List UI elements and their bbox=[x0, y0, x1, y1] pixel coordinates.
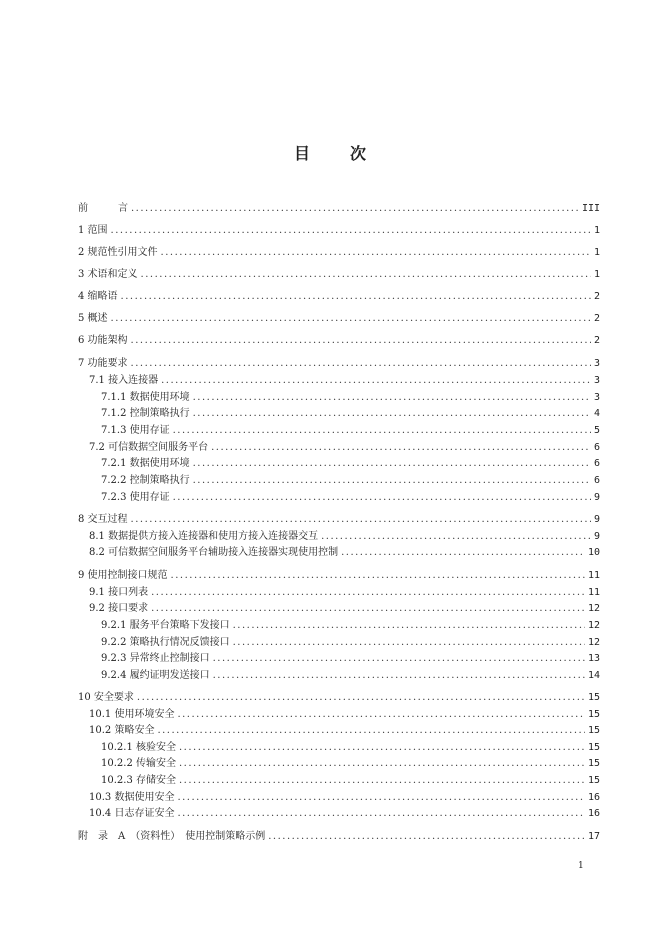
toc-entry-label: 8.2 可信数据空间服务平台辅助接入连接器实现使用控制 bbox=[89, 547, 339, 558]
toc-entry-label: 7.2.2 控制策略执行 bbox=[101, 475, 190, 486]
toc-entry-label: 9.2 接口要求 bbox=[89, 603, 149, 614]
toc-entry[interactable] bbox=[78, 289, 600, 305]
toc-leader-dots bbox=[137, 690, 585, 706]
toc-entry-page: 1 bbox=[593, 225, 600, 236]
toc-leader-dots bbox=[111, 311, 591, 327]
toc-entry-page: 17 bbox=[587, 831, 600, 842]
toc-entry-page: 12 bbox=[587, 620, 600, 631]
toc-entry[interactable] bbox=[78, 585, 600, 601]
toc-entry-label: 1 范围 bbox=[78, 225, 108, 236]
toc-entry-page: 15 bbox=[587, 742, 600, 753]
toc-entry-label: 6 功能架构 bbox=[78, 335, 128, 346]
toc-entry-label: 9.2.2 策略执行情况反馈接口 bbox=[101, 637, 230, 648]
toc-entry[interactable] bbox=[78, 601, 600, 617]
toc-entry-label: 10.3 数据使用安全 bbox=[89, 792, 175, 803]
toc-entry[interactable] bbox=[78, 512, 600, 528]
toc-leader-dots bbox=[161, 245, 591, 261]
toc-leader-dots bbox=[179, 773, 585, 789]
toc-entry-label: 3 术语和定义 bbox=[78, 269, 138, 280]
toc-entry-page: 12 bbox=[587, 637, 600, 648]
toc-entry-page: 2 bbox=[593, 291, 600, 302]
toc-entry-label: 9.1 接口列表 bbox=[89, 587, 149, 598]
toc-leader-dots bbox=[131, 201, 579, 217]
toc-entry-page: 4 bbox=[593, 408, 600, 419]
page-number: 1 bbox=[578, 861, 584, 871]
toc-entry[interactable] bbox=[78, 790, 600, 806]
toc-leader-dots bbox=[211, 440, 591, 456]
toc-leader-dots bbox=[171, 568, 585, 584]
toc-leader-dots bbox=[131, 512, 591, 528]
toc-leader-dots bbox=[173, 490, 591, 506]
toc-entry[interactable] bbox=[78, 390, 600, 406]
toc-entry[interactable] bbox=[78, 651, 600, 667]
toc-entry[interactable] bbox=[78, 756, 600, 772]
toc-entry-label: 10 安全要求 bbox=[78, 692, 134, 703]
toc-leader-dots bbox=[193, 406, 591, 422]
toc-leader-dots bbox=[121, 289, 591, 305]
toc-entry[interactable] bbox=[78, 635, 600, 651]
toc-entry[interactable] bbox=[78, 201, 600, 217]
toc-entry-page: 14 bbox=[587, 670, 600, 681]
toc-entry-page: 2 bbox=[593, 335, 600, 346]
toc-entry[interactable] bbox=[78, 545, 600, 561]
toc-entry-page: 2 bbox=[593, 313, 600, 324]
toc-entry-page: 15 bbox=[587, 758, 600, 769]
toc-entry-label: 9.2.3 异常终止控制接口 bbox=[101, 653, 210, 664]
toc-entry-page: 11 bbox=[587, 587, 600, 598]
toc-leader-dots bbox=[141, 267, 591, 283]
toc-entry-label: 5 概述 bbox=[78, 313, 108, 324]
toc-leader-dots bbox=[179, 740, 585, 756]
toc-entry-page: 1 bbox=[593, 247, 600, 258]
toc-entry-page: III bbox=[581, 203, 600, 214]
toc-entry[interactable] bbox=[78, 223, 600, 239]
toc-entry-label: 7.1.3 使用存证 bbox=[101, 425, 170, 436]
toc-leader-dots bbox=[233, 618, 585, 634]
toc-leader-dots bbox=[131, 333, 591, 349]
toc-leader-dots bbox=[173, 423, 591, 439]
toc-entry-label: 7.2.1 数据使用环境 bbox=[101, 458, 190, 469]
toc-entry[interactable] bbox=[78, 690, 600, 706]
toc-entry[interactable] bbox=[78, 668, 600, 684]
toc-leader-dots bbox=[321, 529, 591, 545]
toc-entry-page: 6 bbox=[593, 442, 600, 453]
toc-entry[interactable] bbox=[78, 829, 600, 845]
toc-entry-page: 9 bbox=[593, 492, 600, 503]
toc-entry-label: 9.2.1 服务平台策略下发接口 bbox=[101, 620, 230, 631]
toc-entry-page: 9 bbox=[593, 531, 600, 542]
toc-entry-page: 13 bbox=[587, 653, 600, 664]
toc-entry-label: 8 交互过程 bbox=[78, 514, 128, 525]
toc-leader-dots bbox=[161, 373, 591, 389]
toc-leader-dots bbox=[151, 601, 585, 617]
toc-entry-page: 9 bbox=[593, 514, 600, 525]
toc-entry-page: 6 bbox=[593, 475, 600, 486]
toc-entry-page: 10 bbox=[587, 547, 600, 558]
toc-entry[interactable] bbox=[78, 440, 600, 456]
toc-leader-dots bbox=[193, 390, 591, 406]
toc-leader-dots bbox=[341, 545, 585, 561]
toc-entry-page: 3 bbox=[593, 358, 600, 369]
toc-entry-label: 10.2 策略安全 bbox=[89, 725, 155, 736]
toc-entry-page: 3 bbox=[593, 375, 600, 386]
toc-entry[interactable] bbox=[78, 406, 600, 422]
toc-leader-dots bbox=[193, 473, 591, 489]
toc-entry[interactable] bbox=[78, 473, 600, 489]
toc-entry-label: 前 言 bbox=[78, 203, 128, 214]
toc-entry[interactable] bbox=[78, 568, 600, 584]
toc-entry[interactable] bbox=[78, 806, 600, 822]
page-title bbox=[0, 141, 662, 164]
toc-entry-label: 10.2.3 存储安全 bbox=[101, 775, 176, 786]
toc-leader-dots bbox=[111, 223, 591, 239]
toc-entry-label: 7.2 可信数据空间服务平台 bbox=[89, 442, 209, 453]
toc-entry-page: 15 bbox=[587, 725, 600, 736]
toc-leader-dots bbox=[151, 585, 585, 601]
toc-entry-page: 1 bbox=[593, 269, 600, 280]
toc-entry-label: 附 录 A （资料性） 使用控制策略示例 bbox=[78, 831, 266, 842]
toc-entry[interactable] bbox=[78, 267, 600, 283]
toc-leader-dots bbox=[177, 790, 585, 806]
toc-entry-label: 10.2.2 传输安全 bbox=[101, 758, 176, 769]
toc-entry-label: 9 使用控制接口规范 bbox=[78, 570, 168, 581]
toc-entry-page: 16 bbox=[587, 792, 600, 803]
title-char-2: 次 bbox=[350, 144, 369, 163]
toc-entry[interactable] bbox=[78, 529, 600, 545]
toc-entry-label: 7.1.2 控制策略执行 bbox=[101, 408, 190, 419]
toc-entry-label: 4 缩略语 bbox=[78, 291, 118, 302]
toc-entry[interactable] bbox=[78, 618, 600, 634]
toc-entry[interactable] bbox=[78, 723, 600, 739]
toc-entry-page: 15 bbox=[587, 775, 600, 786]
toc-leader-dots bbox=[179, 756, 585, 772]
toc-leader-dots bbox=[177, 806, 585, 822]
toc-entry-label: 7.1 接入连接器 bbox=[89, 375, 159, 386]
toc-leader-dots bbox=[268, 829, 585, 845]
toc-entry[interactable] bbox=[78, 773, 600, 789]
toc-entry-label: 7.2.3 使用存证 bbox=[101, 492, 170, 503]
toc-leader-dots bbox=[213, 668, 585, 684]
toc-entry-label: 7 功能要求 bbox=[78, 358, 128, 369]
toc-entry-page: 11 bbox=[587, 570, 600, 581]
toc-leader-dots bbox=[157, 723, 585, 739]
toc-entry-page: 16 bbox=[587, 808, 600, 819]
toc-entry-label: 2 规范性引用文件 bbox=[78, 247, 158, 258]
toc-entry[interactable] bbox=[78, 740, 600, 756]
toc-entry-page: 12 bbox=[587, 603, 600, 614]
toc-entry-label: 9.2.4 履约证明发送接口 bbox=[101, 670, 210, 681]
toc-entry-page: 5 bbox=[593, 425, 600, 436]
toc-entry[interactable] bbox=[78, 456, 600, 472]
toc-entry[interactable] bbox=[78, 356, 600, 372]
toc-entry[interactable] bbox=[78, 423, 600, 439]
toc-entry-page: 15 bbox=[587, 692, 600, 703]
toc-leader-dots bbox=[233, 635, 585, 651]
toc-entry-label: 10.4 日志存证安全 bbox=[89, 808, 175, 819]
toc-entry[interactable] bbox=[78, 333, 600, 349]
toc-entry-page: 6 bbox=[593, 458, 600, 469]
toc-entry[interactable] bbox=[78, 373, 600, 389]
toc-entry[interactable] bbox=[78, 490, 600, 506]
toc-leader-dots bbox=[131, 356, 591, 372]
toc-entry-page: 15 bbox=[587, 709, 600, 720]
title-char-1: 目 bbox=[293, 144, 312, 163]
toc-leader-dots bbox=[177, 707, 585, 723]
toc-entry[interactable] bbox=[78, 245, 600, 261]
toc-entry-label: 7.1.1 数据使用环境 bbox=[101, 392, 190, 403]
toc-entry-label: 8.1 数据提供方接入连接器和使用方接入连接器交互 bbox=[89, 531, 319, 542]
toc-leader-dots bbox=[193, 456, 591, 472]
toc-entry-label: 10.1 使用环境安全 bbox=[89, 709, 175, 720]
toc-leader-dots bbox=[213, 651, 585, 667]
toc-entry-label: 10.2.1 核验安全 bbox=[101, 742, 176, 753]
toc-entry[interactable] bbox=[78, 311, 600, 327]
toc-entry-page: 3 bbox=[593, 392, 600, 403]
toc-entry[interactable] bbox=[78, 707, 600, 723]
